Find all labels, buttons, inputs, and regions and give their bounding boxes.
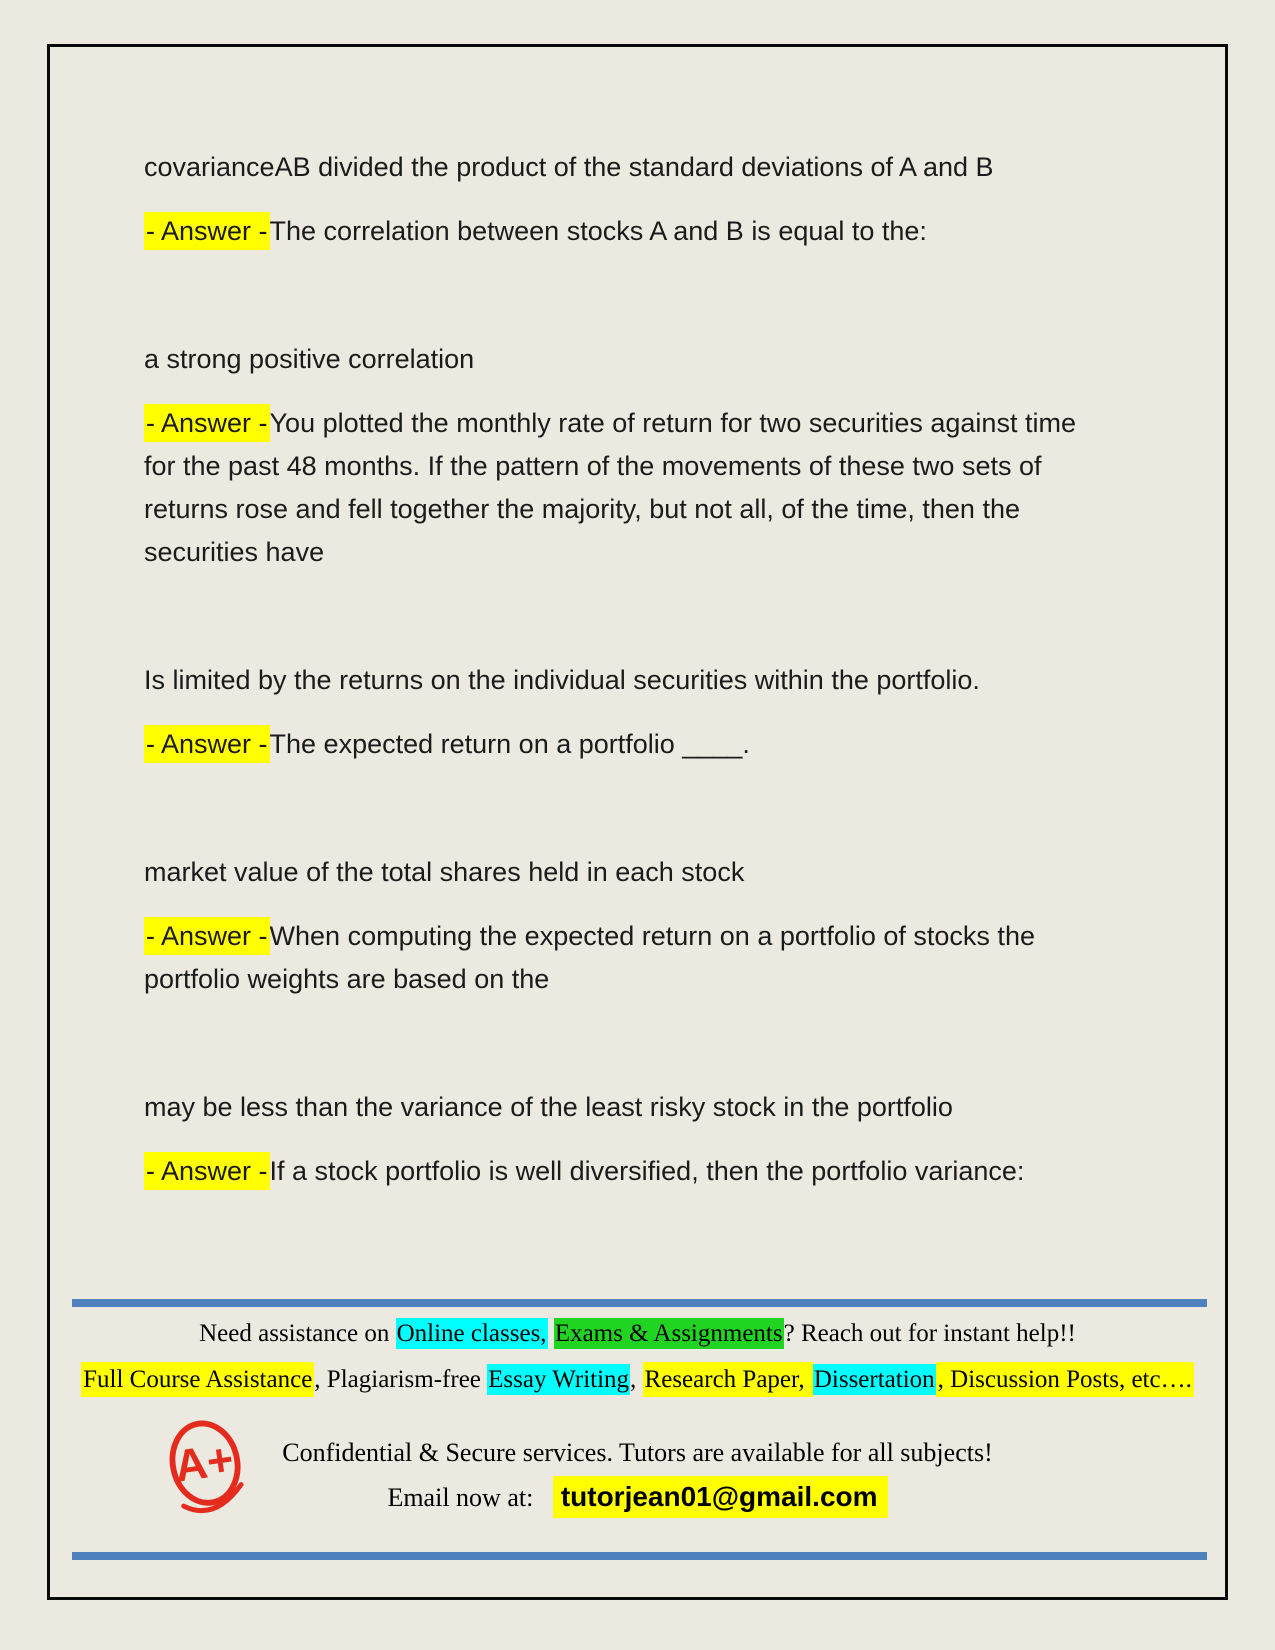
text-segment: may be less than the variance of the least risky stock in the portfolio — [144, 1092, 953, 1122]
question-with-answer-tag — [144, 723, 1092, 766]
text-segment: The expected return on a portfolio ____. — [269, 729, 750, 759]
question-with-answer-tag — [144, 1150, 1092, 1193]
question-with-answer-tag — [144, 210, 1092, 253]
footer-confidential-line: Confidential & Secure services. Tutors are available for all subjects! — [282, 1438, 993, 1467]
qa-group — [144, 338, 1092, 574]
highlighted-text: - Answer - — [144, 1152, 270, 1190]
answer-option-text — [144, 146, 1092, 189]
bottom-accent-divider — [72, 1552, 1207, 1560]
answer-option-text — [144, 338, 1092, 381]
a-plus-grade-stamp-icon — [168, 1420, 246, 1516]
text-segment: market value of the total shares held in each stock — [144, 857, 745, 887]
email-label: Email now at: — [387, 1483, 534, 1512]
answer-option-text — [144, 851, 1092, 894]
highlighted-text: - Answer - — [144, 212, 270, 250]
footer-help-line — [50, 1317, 1225, 1350]
qa-group — [144, 146, 1092, 253]
top-accent-divider — [72, 1299, 1207, 1307]
highlighted-text: - Answer - — [144, 404, 270, 442]
answer-option-text — [144, 1086, 1092, 1129]
highlighted-text: Full Course Assistance — [81, 1362, 314, 1397]
qa-group — [144, 851, 1092, 1001]
answer-option-text — [144, 659, 1092, 702]
document-page-frame — [47, 44, 1228, 1600]
highlighted-text: Research Paper, — [643, 1362, 813, 1397]
text-segment: a strong positive correlation — [144, 344, 475, 374]
text-segment: The correlation between stocks A and B is equal to the: — [269, 216, 927, 246]
footer-services-line — [50, 1363, 1225, 1396]
question-with-answer-tag — [144, 915, 1092, 1001]
highlighted-text: - Answer - — [144, 917, 270, 955]
question-with-answer-tag — [144, 402, 1092, 574]
text-segment: You plotted the monthly rate of return for two securities against time for the past 48 months. If the pattern of the movements of these two sets of returns rose and fell together the majority, but not all, of the time, then the securities have — [144, 408, 1076, 567]
text-segment: covarianceAB divided the product of the standard deviations of A and B — [144, 152, 994, 182]
highlighted-text: Online classes, — [396, 1320, 547, 1347]
highlighted-text: Exams & Assignments — [554, 1320, 783, 1347]
text-segment — [548, 1320, 554, 1347]
highlighted-text: Essay Writing — [488, 1366, 630, 1393]
footer-contact-block — [50, 1433, 1225, 1540]
email-address: tutorjean01@gmail.com — [553, 1476, 888, 1518]
text-segment: Need assistance on — [199, 1320, 396, 1347]
highlighted-text: Dissertation — [813, 1366, 935, 1393]
text-segment: , — [630, 1366, 643, 1393]
text-segment: If a stock portfolio is well diversified, then the portfolio variance: — [269, 1156, 1025, 1186]
qa-group — [144, 1086, 1092, 1193]
highlighted-text: - Answer - — [144, 725, 270, 763]
document-body — [144, 146, 1092, 1193]
logo-grade-text: A+ — [171, 1433, 237, 1492]
text-segment: ? Reach out for instant help!! — [783, 1320, 1076, 1347]
text-segment: , Plagiarism-free — [314, 1366, 488, 1393]
qa-group — [144, 659, 1092, 766]
text-segment: When computing the expected return on a portfolio of stocks the portfolio weights are based on the — [144, 921, 1035, 994]
text-segment: Is limited by the returns on the individual securities within the portfolio. — [144, 665, 980, 695]
highlighted-text: , Discussion Posts, etc…. — [936, 1362, 1194, 1397]
